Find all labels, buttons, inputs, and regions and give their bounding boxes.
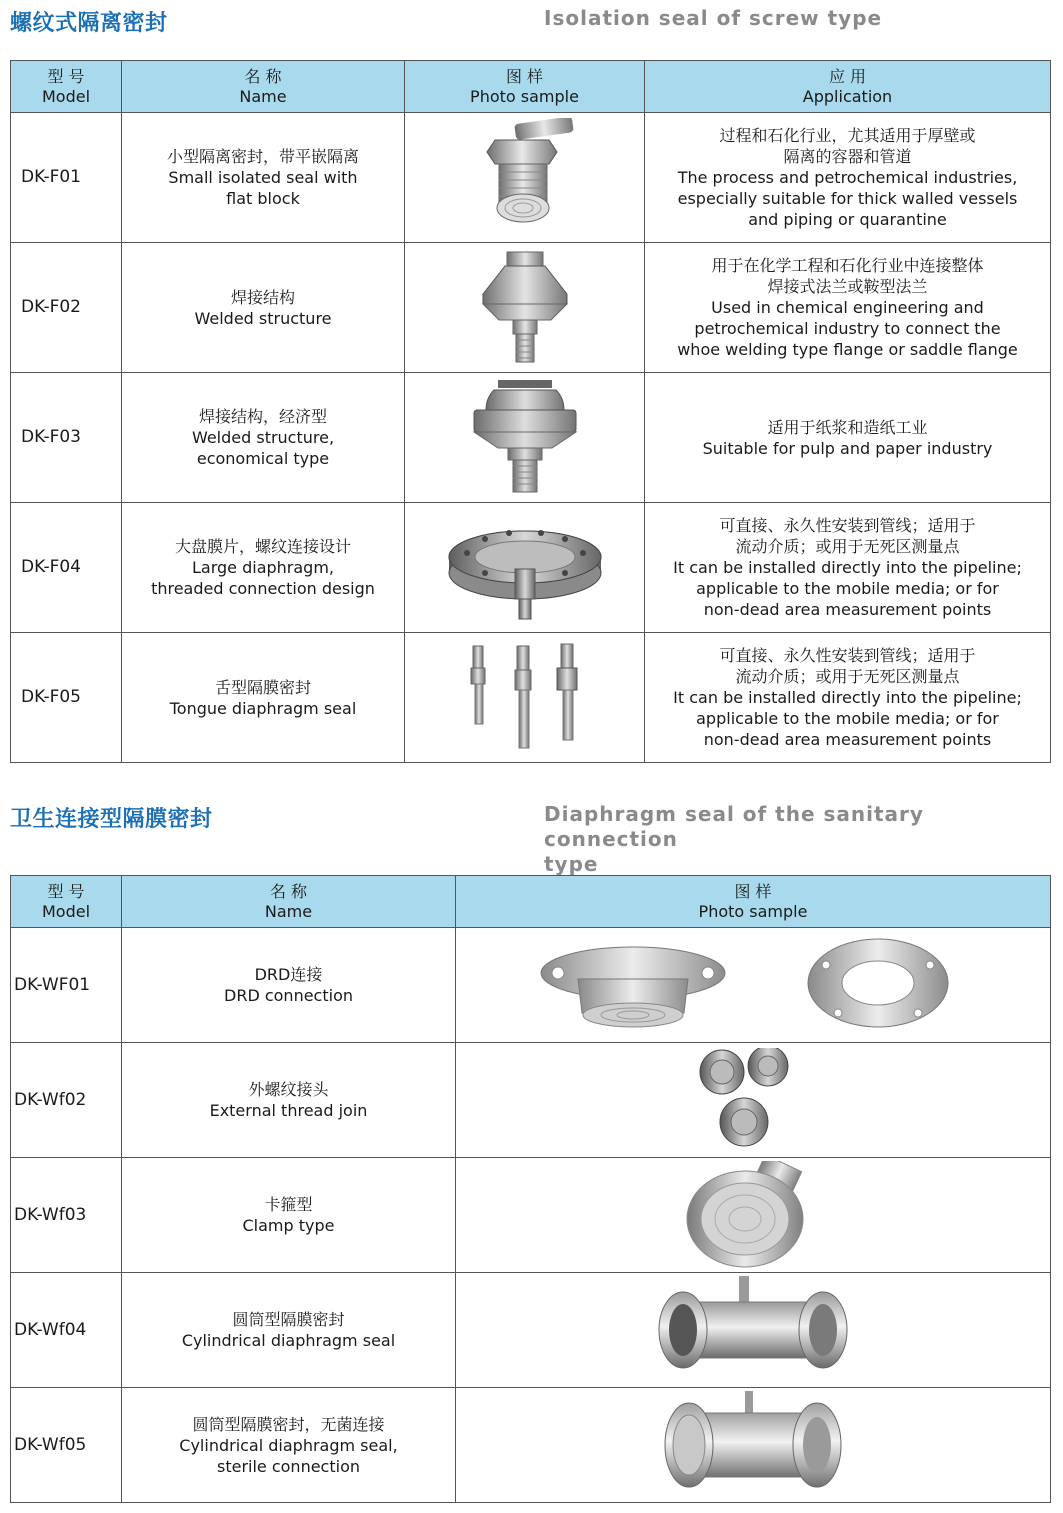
cylindrical-seal-photo	[456, 1273, 1051, 1388]
header-model: 型 号 Model	[11, 61, 122, 113]
large-diaphragm-photo	[405, 503, 645, 633]
table-row	[11, 243, 1051, 373]
model-cell: DK-Wf05	[11, 1388, 122, 1503]
table-row	[11, 1158, 1051, 1273]
table-header-row	[11, 876, 1051, 928]
header-model: 型 号 Model	[11, 876, 122, 928]
sterile-cylindrical-seal-photo	[456, 1388, 1051, 1503]
model-cell: DK-Wf02	[11, 1043, 122, 1158]
table-row	[11, 928, 1051, 1043]
section2-title-en: Diaphragm seal of the sanitary connection type	[544, 802, 924, 876]
model-cell: DK-Wf03	[11, 1158, 122, 1273]
section1-title-en: Isolation seal of screw type	[544, 6, 883, 30]
table-row	[11, 1043, 1051, 1158]
section1-title-zh: 螺纹式隔离密封	[10, 11, 168, 36]
tongue-diaphragm-photo	[405, 633, 645, 763]
application-cell: 适用于纸浆和造纸工业 Suitable for pulp and paper industry	[645, 373, 1051, 503]
name-cell: 圆筒型隔膜密封，无菌连接 Cylindrical diaphragm seal, sterile connection	[122, 1388, 456, 1503]
clamp-type-photo	[456, 1158, 1051, 1273]
external-thread-photo	[456, 1043, 1051, 1158]
name-cell: 大盘膜片，螺纹连接设计 Large diaphragm, threaded connection design	[122, 503, 405, 633]
model-cell: DK-F04	[11, 503, 122, 633]
sanitary-seal-table	[10, 875, 1051, 1503]
name-cell: 焊接结构，经济型 Welded structure, economical type	[122, 373, 405, 503]
model-cell: DK-F03	[11, 373, 122, 503]
table-row	[11, 503, 1051, 633]
table-header-row	[11, 61, 1051, 113]
model-cell: DK-F01	[11, 113, 122, 243]
model-cell: DK-WF01	[11, 928, 122, 1043]
application-cell: 可直接、永久性安装到管线；适用于 流动介质；或用于无死区测量点 It can be installed directly into the pipeline; applicable to the mobile media; or for non-dead area measurement points	[645, 633, 1051, 763]
table-row	[11, 633, 1051, 763]
table-row	[11, 373, 1051, 503]
economical-welded-seal-photo	[405, 373, 645, 503]
table-row	[11, 113, 1051, 243]
name-cell: 外螺纹接头 External thread join	[122, 1043, 456, 1158]
table-row	[11, 1388, 1051, 1503]
application-cell: 用于在化学工程和石化行业中连接整体 焊接式法兰或鞍型法兰 Used in chemical engineering and petrochemical industry to connect the whoe welding type flange or saddle flange	[645, 243, 1051, 373]
table-row	[11, 1273, 1051, 1388]
header-application: 应 用 Application	[645, 61, 1051, 113]
model-cell: DK-F02	[11, 243, 122, 373]
name-cell: 卡箍型 Clamp type	[122, 1158, 456, 1273]
model-cell: DK-Wf04	[11, 1273, 122, 1388]
name-cell: DRD连接 DRD connection	[122, 928, 456, 1043]
model-cell: DK-F05	[11, 633, 122, 763]
application-cell: 可直接、永久性安装到管线；适用于 流动介质；或用于无死区测量点 It can be installed directly into the pipeline; applicable to the mobile media; or for non-dead area measurement points	[645, 503, 1051, 633]
name-cell: 圆筒型隔膜密封 Cylindrical diaphragm seal	[122, 1273, 456, 1388]
welded-seal-photo	[405, 243, 645, 373]
header-name: 名 称 Name	[122, 876, 456, 928]
name-cell: 小型隔离密封，带平嵌隔离 Small isolated seal with flat block	[122, 113, 405, 243]
small-isolated-seal-photo	[405, 113, 645, 243]
drd-connection-photo	[456, 928, 1051, 1043]
application-cell: 过程和石化行业，尤其适用于厚壁或 隔离的容器和管道 The process and petrochemical industries, especially suitable for thick walled vessels and piping or quarantine	[645, 113, 1051, 243]
section2-title-zh: 卫生连接型隔膜密封	[10, 807, 213, 832]
screw-seal-table	[10, 60, 1051, 763]
name-cell: 焊接结构 Welded structure	[122, 243, 405, 373]
name-cell: 舌型隔膜密封 Tongue diaphragm seal	[122, 633, 405, 763]
header-photo: 图 样 Photo sample	[405, 61, 645, 113]
header-photo: 图 样 Photo sample	[456, 876, 1051, 928]
header-name: 名 称 Name	[122, 61, 405, 113]
